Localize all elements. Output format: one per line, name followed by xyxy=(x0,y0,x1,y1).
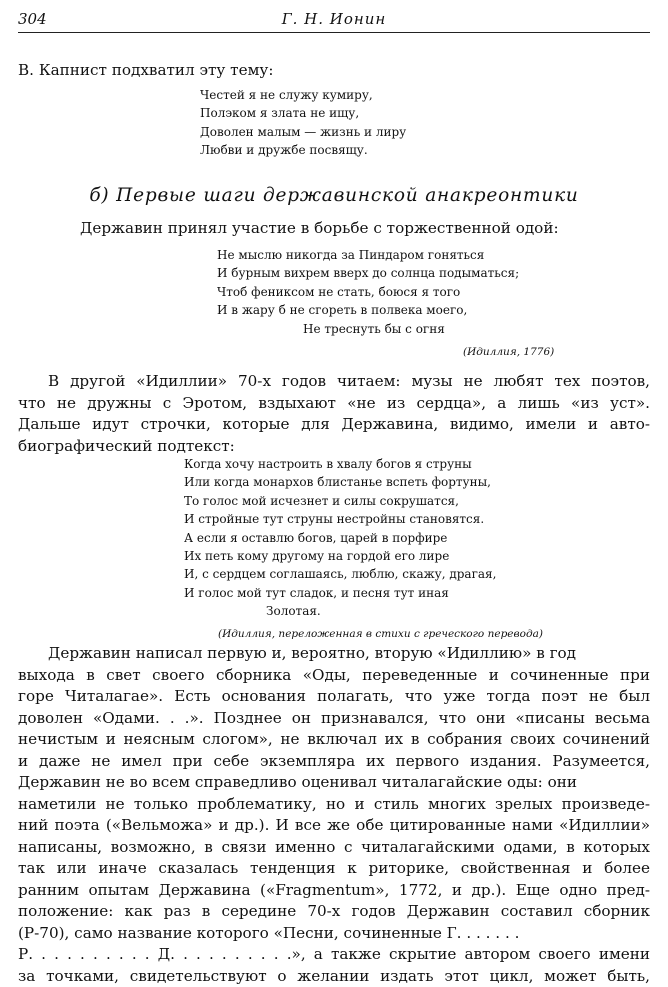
intro-line: В. Капнист подхватил эту тему: xyxy=(18,60,273,82)
verse-line: Чтоб фениксом не стать, боюся я того xyxy=(217,283,519,301)
text-line: нечистым и неясным слогом», не включал их в собрания своих сочинений xyxy=(18,729,650,751)
verse-source: (Идиллия, 1776) xyxy=(463,346,554,358)
text-line: так или иначе сказалась тенденция к риторике, свойственная и более xyxy=(18,858,650,880)
text-line: Державин написал первую и, вероятно, вторую «Идиллию» в год xyxy=(18,643,650,665)
text-line: положение: как раз в середине 70-х годов Державин составил сборник xyxy=(18,901,650,923)
text-line: что не дружны с Эротом, вздыхают «не из сердца», а лишь «из уст». xyxy=(18,393,650,415)
verse-line: Честей я не служу кумиру, xyxy=(200,86,406,104)
text-line: Дальше идут строчки, которые для Державина, видимо, имели и авто- xyxy=(18,414,650,436)
verse-line: И в жару б не сгореть в полвека моего, xyxy=(217,301,519,319)
text-line: горе Читалагае». Есть основания полагать, что уже тогда поэт не был xyxy=(18,686,650,708)
verse-line: И стройные тут струны нестройны становятся. xyxy=(184,510,496,528)
text-line: биографический подтекст: xyxy=(18,436,650,458)
paragraph-main xyxy=(18,643,650,987)
text-line: В другой «Идиллии» 70-х годов читаем: музы не любят тех поэтов, xyxy=(18,371,650,393)
page-number: 304 xyxy=(18,10,47,28)
verse-derzhavin-idyll xyxy=(184,455,496,621)
verse-line: Их петь кому другому на гордой его лире xyxy=(184,547,496,565)
paragraph-idyll xyxy=(18,371,650,457)
text-line: и даже не имел при себе экземпляра их первого издания. Разумеется, xyxy=(18,751,650,773)
verse-source: (Идиллия, переложенная в стихи с греческого перевода) xyxy=(218,628,543,640)
verse-line: Не треснуть бы с огня xyxy=(217,320,519,338)
text-line: (Р-70), само название которого «Песни, сочиненные Г. . . . . . . xyxy=(18,923,650,945)
text-line: доволен «Одами. . .». Позднее он признавался, что они «писаны весьма xyxy=(18,708,650,730)
text-line: ранним опытам Державина («Fragmentum», 1772, и др.). Еще одно пред- xyxy=(18,880,650,902)
verse-line: И, с сердцем соглашаясь, люблю, скажу, драгая, xyxy=(184,565,496,583)
running-title: Г. Н. Ионин xyxy=(18,10,650,28)
text-line: наметили не только проблематику, но и стиль многих зрелых произведе- xyxy=(18,794,650,816)
verse-line: Доволен малым — жизнь и лиру xyxy=(200,123,406,141)
section-title: б) Первые шаги державинской анакреонтики xyxy=(0,185,668,206)
verse-line: Когда хочу настроить в хвалу богов я струны xyxy=(184,455,496,473)
paragraph-ode: Державин принял участие в борьбе с торжественной одой: xyxy=(80,218,559,240)
verse-line: Золотая. xyxy=(184,602,496,620)
text-line: Р. . . . . . . . . . Д. . . . . . . . . .», а также скрытие автором своего имени xyxy=(18,944,650,966)
text-line: за точками, свидетельствуют о желании издать этот цикл, может быть, xyxy=(18,966,650,987)
text-line: написаны, возможно, в связи именно с читалагайскими одами, в которых xyxy=(18,837,650,859)
verse-line: И бурным вихрем вверх до солнца подыматься; xyxy=(217,264,519,282)
text-line: ний поэта («Вельможа» и др.). И все же обе цитированные нами «Идиллии» xyxy=(18,815,650,837)
page-header xyxy=(18,8,650,33)
verse-line: То голос мой исчезнет и силы сокрушатся, xyxy=(184,492,496,510)
verse-line: Не мыслю никогда за Пиндаром гоняться xyxy=(217,246,519,264)
verse-line: Или когда монархов блистанье вспеть фортуны, xyxy=(184,473,496,491)
verse-line: Полэком я злата не ищу, xyxy=(200,104,406,122)
verse-line: А если я оставлю богов, царей в порфире xyxy=(184,529,496,547)
verse-kapnist xyxy=(200,86,406,160)
text-line: выхода в свет своего сборника «Оды, переведенные и сочиненные при xyxy=(18,665,650,687)
verse-derzhavin-ode xyxy=(217,246,519,338)
verse-line: И голос мой тут сладок, и песня тут иная xyxy=(184,584,496,602)
text-line: Державин не во всем справедливо оценивал читалагайские оды: они xyxy=(18,772,650,794)
verse-line: Любви и дружбе посвящу. xyxy=(200,141,406,159)
